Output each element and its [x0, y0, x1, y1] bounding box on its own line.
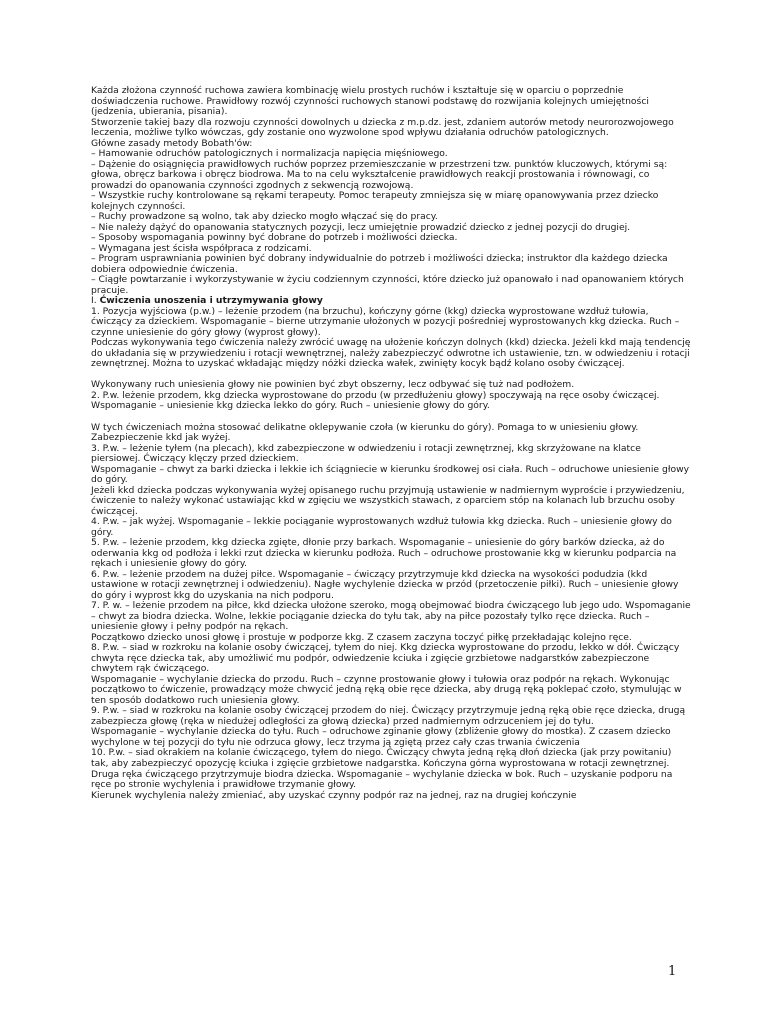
paragraph: Podczas wykonywania tego ćwiczenia należy zwrócić uwagę na ułożenie kończyn dolnych (kkd) dziecka. Jeżeli kkd mają tendencję do układania się w przywiedzeniu i rotacji wewnętrznej, należy zabezpieczyć odwrotne ich ustawienie, tzn. w odwiedzeniu i rotacji zewnętrznej. Można to uzyskać wkładając między nóżki dziecka wałek, zwinięty kocyk bądź kolano osoby ćwiczącej. — [91, 337, 691, 370]
paragraph: – Ruchy prowadzone są wolno, tak aby dziecko mogło włączać się do pracy. — [91, 211, 438, 223]
paragraph: 2. P.w. leżenie przodem, kkg dziecka wyprostowane do przodu (w przedłużeniu głowy) spoczywają na ręce osoby ćwiczącej. Wspomaganie – uniesienie kkg dziecka lekko do góry. Ruch – uniesienie głowy do góry. — [91, 389, 660, 412]
paragraph: 7. P. w. – leżenie przodem na piłce, kkd dziecka ułożone szeroko, mogą obejmować biodra ćwiczącego lub jego udo. Wspomaganie – chwyt za biodra dziecka. Wolne, lekkie pociąganie dziecka do tyłu tak, aby na piłce pozostały tylko ręce dziecka. Ruch – uniesienie głowy i pełny podpór na rękach. — [91, 600, 691, 633]
paragraph: Wspomaganie – wychylanie dziecka do przodu. Ruch – czynne prostowanie głowy i tułowia oraz podpór na rękach. Wykonując początkowo to ćwiczenie, prowadzący może chwycić jedną ręką obie ręce dziecka, aby drugą ręką poklepać czoło, stymulując w ten sposób dodatkowo ruch uniesienia głowy. — [91, 673, 682, 706]
paragraph: – Sposoby wspomagania powinny być dobrane do potrzeb i możliwości dziecka. — [91, 232, 458, 244]
section-heading-prefix: I. — [91, 295, 100, 307]
paragraph: Jeżeli kkd dziecka podczas wykonywania wyżej opisanego ruchu przyjmują ustawienie w nadmiernym wyproście i przywiedzeniu, ćwiczenie to należy wykonać ustawiając kkd w zgięciu we wszystkich stawach, z oparciem stóp na kolanach lub brzuchu osoby ćwiczącej. — [91, 484, 685, 517]
paragraph: 6. P.w. – leżenie przodem na dużej piłce. Wspomaganie – ćwiczący przytrzymuje kkd dziecka na wysokości podudzia (kkd ustawione w rotacji zewnętrznej i odwiedzeniu). Nagłe wychylenie dziecka w przód (przetoczenie piłki). Ruch – uniesienie głowy do góry i wyprost kkg do uzyskania na nich podporu. — [91, 568, 679, 601]
section-heading-text: Ćwiczenia unoszenia i utrzymywania głowy — [99, 295, 323, 307]
paragraph: – Nie należy dążyć do opanowania statycznych pozycji, lecz umiejętnie prowadzić dziecko z jednej pozycji do drugiej. — [91, 221, 631, 233]
paragraph: Wykonywany ruch uniesienia głowy nie powinien być zbyt obszerny, lecz odbywać się tuż nad podłożem. — [91, 379, 575, 391]
paragraph: – Wymagana jest ścisła współpraca z rodzicami. — [91, 242, 312, 254]
paragraph: – Wszystkie ruchy kontrolowane są rękami terapeuty. Pomoc terapeuty zmniejsza się w miarę opanowywania przez dziecko kolejnych czynności. — [91, 190, 659, 212]
paragraph: 10. P.w. – siad okrakiem na kolanie ćwiczącego, tyłem do niego. Ćwiczący chwyta jedną ręką dłoń dziecka (jak przy powitaniu) tak, aby zabezpieczyć opozycję kciuka i zgięcie grzbietowe nadgarstka. Kończyna górna wyprostowana w rotacji zewnętrznej. Druga ręka ćwiczącego przytrzymuje biodra dziecka. Wspomaganie – wychylanie dziecka w bok. Ruch – uzyskanie podporu na ręce po stronie wychylenia i prawidłowe trzymanie głowy. — [91, 747, 673, 791]
paragraph: Główne zasady metody Bobath'ów: — [91, 137, 253, 149]
paragraph: 8. P.w. – siad w rozkroku na kolanie osoby ćwiczącej, tyłem do niej. Kkg dziecka wyprostowane do przodu, lekko w dół. Ćwiczący chwyta ręce dziecka tak, aby umożliwić mu podpór, odwiedzenie kciuka i zgięcie grzbietowe nadgarstków zabezpieczone chwytem rąk ćwiczącego. — [91, 642, 680, 675]
paragraph: Początkowo dziecko unosi głowę i prostuje w podporze kkg. Z czasem zaczyna toczyć piłkę przekładając kolejno ręce. — [91, 631, 632, 643]
paragraph: 9. P.w. – siad w rozkroku na kolanie osoby ćwiczącej przodem do niej. Ćwiczący przytrzymuje jedną ręką obie ręce dziecka, drugą zabezpiecza głowę (ręka w niedużej odległości za głową dziecka) przed nadmiernym odrzuceniem jej do tyłu. — [91, 705, 686, 727]
document-body — [91, 86, 691, 801]
page-number: 1 — [668, 964, 677, 979]
paragraph: Każda złożona czynność ruchowa zawiera kombinację wielu prostych ruchów i kształtuje się w oparciu o poprzednie doświadczenia ruchowe. Prawidłowy rozwój czynności ruchowych stanowi podstawę do rozwijania kolejnych umiejętności (jedzenia, ubierania, pisania). — [91, 85, 649, 118]
paragraph: Stworzenie takiej bazy dla rozwoju czynności dowolnych u dziecka z m.p.dz. jest, zdaniem autorów metody neurorozwojowego leczenia, możliwe tylko wówczas, gdy zostanie ono wyzwolone spod wpływu działania odruchów patologicznych. — [91, 116, 674, 139]
paragraph: W tych ćwiczeniach można stosować delikatne oklepywanie czoła (w kierunku do góry). Pomaga to w uniesieniu głowy. Zabezpieczenie kkd jak wyżej. — [91, 421, 639, 444]
blank-line — [91, 412, 691, 423]
paragraph: Wspomaganie – wychylanie dziecka do tyłu. Ruch – odruchowe zginanie głowy (zbliżenie głowy do mostka). Z czasem dziecko wychylone w tej pozycji do tyłu nie odrzuca głowy, lecz trzyma ją zgiętą przez cały czas trwania ćwiczenia — [91, 726, 671, 748]
paragraph: Wspomaganie – chwyt za barki dziecka i lekkie ich ściągniecie w kierunku środkowej osi ciała. Ruch – odruchowe uniesienie głowy do góry. — [91, 463, 690, 486]
paragraph: – Dążenie do osiągnięcia prawidłowych ruchów poprzez przemieszczanie w przestrzeni tzw. punktów kluczowych, którymi są: głowa, obręcz barkowa i obręcz biodrowa. Ma to na celu wykształcenie prawidłowych reakcji prostowania i równowagi, co prowadzi do opanowania czynności zgodnych z sekwencją rozwojową. — [91, 158, 668, 191]
paragraph: 1. Pozycja wyjściowa (p.w.) – leżenie przodem (na brzuchu), kończyny górne (kkg) dziecka wyprostowane wzdłuż tułowia, ćwiczący za dzieckiem. Wspomaganie – bierne utrzymanie ułożonych w pozycji pośredniej wyprostowanych kkg dziecka. Ruch – czynne uniesienie do góry głowy (wyprost głowy). — [91, 305, 680, 338]
paragraph: 4. P.w. – jak wyżej. Wspomaganie – lekkie pociąganie wyprostowanych wzdłuż tułowia kkg dziecka. Ruch – uniesienie głowy do góry. — [91, 516, 672, 538]
paragraph: 5. P.w. – leżenie przodem, kkg dziecka zgięte, dłonie przy barkach. Wspomaganie – uniesienie do góry barków dziecka, aż do oderwania kkg od podłoża i lekki rzut dziecka w kierunku podłoża. Ruch – odruchowe prostowanie kkg w kierunku podparcia na rękach i uniesienie głowy do góry. — [91, 537, 677, 570]
paragraph: 3. P.w. – leżenie tyłem (na plecach), kkd zabezpieczone w odwiedzeniu i rotacji zewnętrznej, kkg skrzyżowane na klatce piersiowej. Ćwiczący klęczy przed dzieckiem. — [91, 442, 641, 465]
paragraph: Kierunek wychylenia należy zmieniać, aby uzyskać czynny podpór raz na jednej, raz na drugiej kończynie — [91, 789, 577, 801]
paragraph: – Ciągłe powtarzanie i wykorzystywanie w życiu codziennym czynności, które dziecko już opanowało i nad opanowaniem których pracuje. — [91, 274, 684, 296]
paragraph: – Hamowanie odruchów patologicznych i normalizacja napięcia mięśniowego. — [91, 148, 448, 160]
paragraph: – Program usprawniania powinien być dobrany indywidualnie do potrzeb i możliwości dziecka; instruktor dla każdego dziecka dobiera odpowiednie ćwiczenia. — [91, 253, 668, 275]
